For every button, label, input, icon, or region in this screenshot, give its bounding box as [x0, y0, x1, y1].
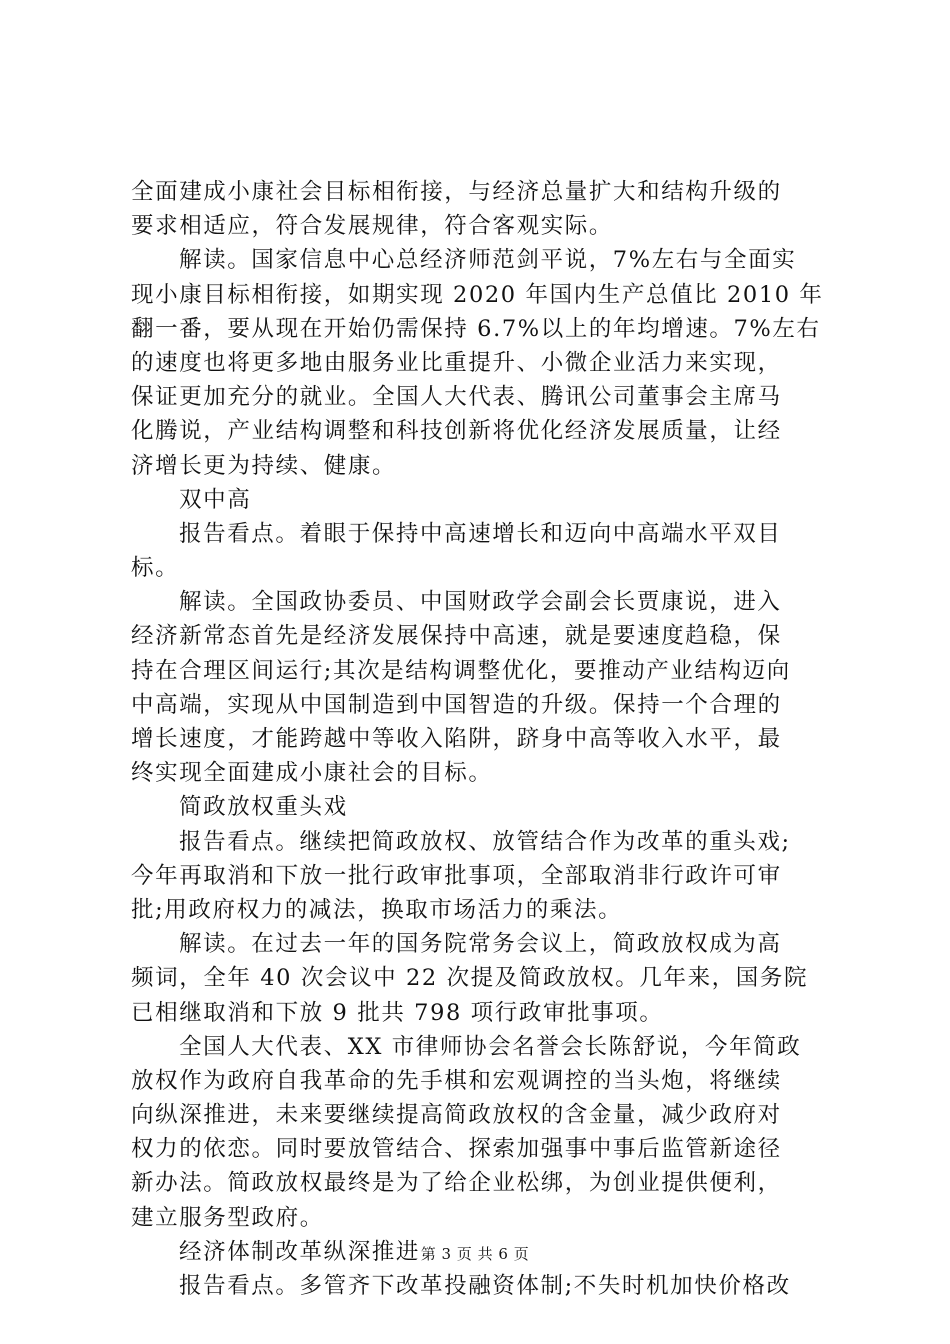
text-line: 标。 — [131, 555, 180, 582]
text-line: 现小康目标相衔接，如期实现 2020 年国内生产总值比 2010 年 — [131, 281, 824, 308]
text-line: 向纵深推进，未来要继续提高简政放权的含金量，减少政府对 — [131, 1102, 782, 1129]
text-line: 新办法。简政放权最终是为了给企业松绑，为创业提供便利， — [131, 1170, 782, 1197]
text-line: 双中高 — [179, 486, 252, 513]
text-line: 频词，全年 40 次会议中 22 次提及简政放权。几年来，国务院 — [131, 965, 809, 992]
text-line: 报告看点。继续把简政放权、放管结合作为改革的重头戏; — [179, 828, 791, 855]
text-line: 经济新常态首先是经济发展保持中高速，就是要速度趋稳，保 — [131, 623, 782, 650]
text-line: 权力的依恋。同时要放管结合、探索加强事中事后监管新途径 — [131, 1136, 782, 1163]
text-line: 化腾说，产业结构调整和科技创新将优化经济发展质量，让经 — [131, 418, 782, 445]
text-line: 经济体制改革纵深推进 — [179, 1238, 421, 1265]
text-line: 终实现全面建成小康社会的目标。 — [131, 760, 493, 787]
text-line: 中高端，实现从中国制造到中国智造的升级。保持一个合理的 — [131, 691, 782, 718]
text-line: 解读。在过去一年的国务院常务会议上，简政放权成为高 — [179, 931, 782, 958]
text-line: 济增长更为持续、健康。 — [131, 452, 397, 479]
text-line: 放权作为政府自我革命的先手棋和宏观调控的当头炮，将继续 — [131, 1067, 782, 1094]
text-line: 报告看点。多管齐下改革投融资体制;不失时机加快价格改 — [179, 1273, 791, 1299]
text-line: 建立服务型政府。 — [131, 1204, 324, 1231]
text-line: 已相继取消和下放 9 批共 798 项行政审批事项。 — [131, 999, 664, 1026]
text-line: 简政放权重头戏 — [179, 794, 348, 821]
text-line: 解读。全国政协委员、中国财政学会副会长贾康说，进入 — [179, 589, 782, 616]
page-footer: 第 3 页 共 6 页 — [420, 1245, 530, 1263]
text-line: 持在合理区间运行;其次是结构调整优化，要推动产业结构迈向 — [131, 657, 791, 684]
text-line: 批;用政府权力的减法，换取市场活力的乘法。 — [131, 896, 623, 923]
text-line: 解读。国家信息中心总经济师范剑平说，7%左右与全面实 — [179, 247, 797, 274]
text-line: 保证更加充分的就业。全国人大代表、腾讯公司董事会主席马 — [131, 384, 782, 411]
document-body — [131, 175, 831, 1303]
text-line: 要求相适应，符合发展规律，符合客观实际。 — [131, 213, 614, 240]
text-line: 报告看点。着眼于保持中高速增长和迈向中高端水平双目 — [179, 520, 782, 547]
text-line: 的速度也将更多地由服务业比重提升、小微企业活力来实现， — [131, 349, 782, 376]
text-line: 全面建成小康社会目标相衔接，与经济总量扩大和结构升级的 — [131, 179, 782, 205]
text-line: 今年再取消和下放一批行政审批事项，全部取消非行政许可审 — [131, 862, 782, 889]
text-line: 翻一番，要从现在开始仍需保持 6.7%以上的年均增速。7%左右 — [131, 315, 821, 342]
text-line: 全国人大代表、XX 市律师协会名誉会长陈舒说，今年简政 — [179, 1033, 802, 1060]
text-line: 增长速度，才能跨越中等收入陷阱，跻身中高等收入水平，最 — [131, 726, 782, 752]
